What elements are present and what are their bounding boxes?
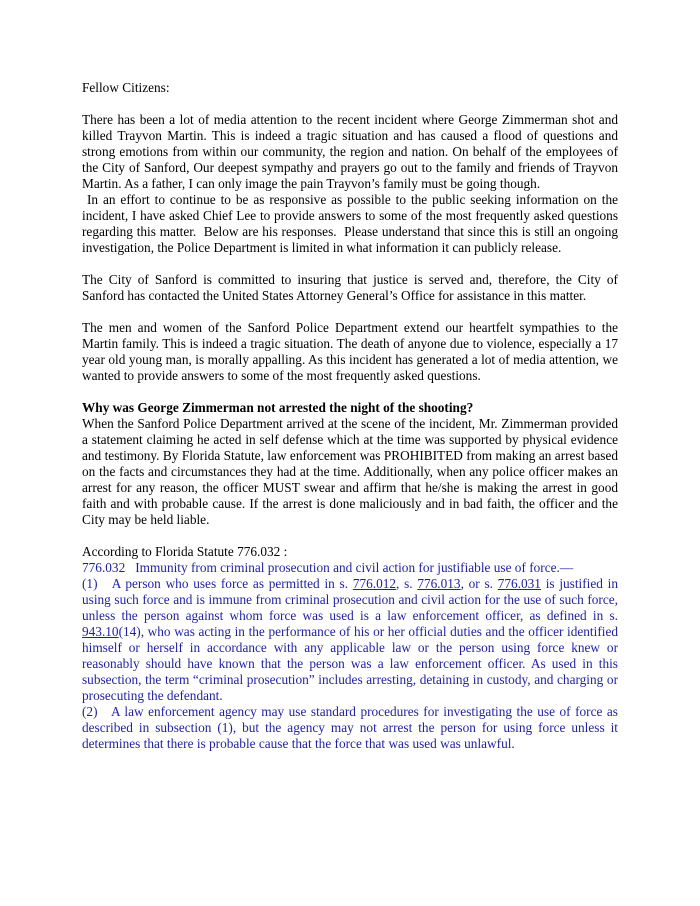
statute-sep-a: , s. [396,576,418,591]
faq-answer: When the Sanford Police Department arrived at the scene of the incident, Mr. Zimmerman provided a statement claiming he acted in self defense which at the time was supported by physical evidence and testimony. By Florida Statute, law enforcement was PROHIBITED from making an arrest based on the facts and circumstances they had at the time. Additionally, when any police officer makes an arrest for any reason, the officer MUST swear and affirm that he/she is making the arrest in good faith and with probable cause. If the arrest is done maliciously and in bad faith, the officer and the City may be held liable. [82,416,618,527]
link-776-013[interactable]: 776.013 [417,576,461,591]
statute-subsection-1 [82,576,618,704]
faq-question: Why was George Zimmerman not arrested the night of the shooting? [82,400,474,415]
statute-heading: 776.032 Immunity from criminal prosecution and civil action for justifiable use of force.— [82,560,574,575]
sympathy-paragraph: The men and women of the Sanford Police Department extend our heartfelt sympathies to the Martin family. This is indeed a tragic situation. The death of anyone due to violence, especially a 17 year old young man, is morally appalling. As this incident has generated a lot of media attention, we wanted to provide answers to some of the most frequently asked questions. [82,320,618,383]
statute-intro: According to Florida Statute 776.032 : [82,544,288,559]
statute-sub1-mid: is justified in using such force and is immune from criminal prosecution and civil action for the use of such force, unless the person against whom force was used is a law enforcement officer, as defined in s. [82,576,618,623]
statute-sub1-start: (1) A person who uses force as permitted in s. [82,576,353,591]
link-776-031[interactable]: 776.031 [497,576,541,591]
statute-subsection-2: (2) A law enforcement agency may use standard procedures for investigating the use of force as described in subsection (1), but the agency may not arrest the person for using force unless it determines that there is probable cause that the force that was used was unlawful. [82,704,618,751]
link-776-012[interactable]: 776.012 [352,576,397,591]
intro-continued-paragraph: In an effort to continue to be as responsive as possible to the public seeking information on the incident, I have asked Chief Lee to provide answers to some of the most frequently asked questions regarding this matter. Below are his responses. Please understand that since this is still an ongoing investigation, the Police Department is limited in what information it can publicly release. [82,192,622,255]
link-943-10[interactable]: 943.10 [82,624,119,639]
salutation: Fellow Citizens: [82,80,170,95]
statute-sep-b: , or s. [460,576,498,591]
statute-sub1-end: (14), who was acting in the performance of his or her official duties and the officer identified himself or herself in accordance with any applicable law or the person using force knew or reasonably should have known that the person was a law enforcement officer. As used in this subsection, the term “criminal prosecution” includes arresting, detaining in custody, and charging or prosecuting the defendant. [82,624,618,703]
commitment-paragraph: The City of Sanford is committed to insuring that justice is served and, therefore, the City of Sanford has contacted the United States Attorney General’s Office for assistance in this matter. [82,272,618,303]
intro-paragraph: There has been a lot of media attention to the recent incident where George Zimmerman shot and killed Trayvon Martin. This is indeed a tragic situation and has caused a flood of questions and strong emotions from within our community, the region and nation. On behalf of the employees of the City of Sanford, Our deepest sympathy and prayers go out to the family and friends of Trayvon Martin. As a father, I can only image the pain Trayvon’s family must be going though. [82,112,618,191]
